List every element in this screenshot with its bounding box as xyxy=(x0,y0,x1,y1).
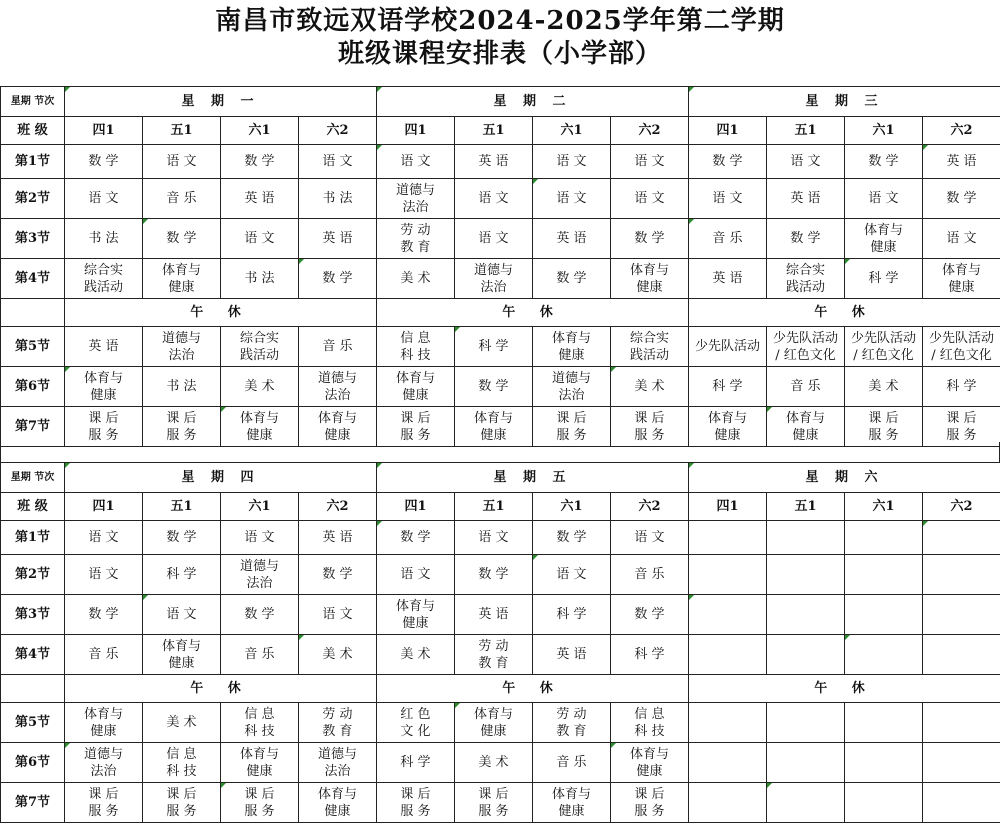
cell-marker-icon xyxy=(299,635,304,640)
subject-cell: 语 文 xyxy=(65,521,143,555)
subject-cell: 体育与 健康 xyxy=(767,407,845,447)
title-line-1: 南昌市致远双语学校2024-2025学年第二学期 xyxy=(215,6,785,36)
subject-cell: 科 学 xyxy=(455,327,533,367)
class-header: 六1 xyxy=(845,493,923,521)
subject-cell xyxy=(689,555,767,595)
subject-cell: 综合实 践活动 xyxy=(611,327,689,367)
subject-cell xyxy=(923,635,1000,675)
subject-cell: 语 文 xyxy=(455,219,533,259)
subject-cell: 综合实 践活动 xyxy=(221,327,299,367)
subject-cell: 数 学 xyxy=(65,595,143,635)
subject-cell xyxy=(689,595,767,635)
subject-cell xyxy=(923,521,1000,555)
subject-cell: 语 文 xyxy=(845,179,923,219)
subject-cell: 书 法 xyxy=(299,179,377,219)
subject-cell: 语 文 xyxy=(689,179,767,219)
subject-cell xyxy=(767,743,845,783)
subject-cell: 课 后 服 务 xyxy=(377,407,455,447)
subject-cell: 少先队活动 / 红色文化 xyxy=(767,327,845,367)
corner-cell: 星期 节次 xyxy=(1,87,65,117)
title-line-2: 班级课程安排表（小学部） xyxy=(337,39,662,69)
subject-cell: 信 息 科 技 xyxy=(611,703,689,743)
subject-cell xyxy=(845,743,923,783)
break-blank xyxy=(1,675,65,703)
subject-cell: 英 语 xyxy=(533,219,611,259)
subject-cell xyxy=(767,635,845,675)
subject-cell xyxy=(689,635,767,675)
class-header: 六1 xyxy=(221,493,299,521)
subject-cell: 英 语 xyxy=(299,219,377,259)
subject-cell: 体育与 健康 xyxy=(533,783,611,823)
subject-cell: 课 后 服 务 xyxy=(455,783,533,823)
subject-cell: 道德与 法治 xyxy=(143,327,221,367)
subject-cell: 语 文 xyxy=(299,145,377,179)
subject-cell: 道德与 法治 xyxy=(299,367,377,407)
class-header: 五1 xyxy=(767,117,845,145)
class-header: 六1 xyxy=(845,117,923,145)
subject-cell: 信 息 科 技 xyxy=(221,703,299,743)
subject-cell: 英 语 xyxy=(767,179,845,219)
subject-cell: 语 文 xyxy=(455,179,533,219)
cell-marker-icon xyxy=(845,635,850,640)
cell-marker-icon xyxy=(923,145,928,150)
subject-cell: 语 文 xyxy=(377,145,455,179)
cell-marker-icon xyxy=(455,703,460,708)
subject-cell: 音 乐 xyxy=(689,219,767,259)
subject-cell: 课 后 服 务 xyxy=(611,407,689,447)
subject-cell: 数 学 xyxy=(923,179,1000,219)
subject-cell: 体育与 健康 xyxy=(689,407,767,447)
subject-cell: 数 学 xyxy=(143,219,221,259)
period-label: 第6节 xyxy=(1,367,65,407)
day-header: 星 期 二 xyxy=(377,87,689,117)
subject-cell: 英 语 xyxy=(299,521,377,555)
subject-cell: 体育与 健康 xyxy=(533,327,611,367)
subject-cell: 数 学 xyxy=(221,595,299,635)
class-header: 五1 xyxy=(455,117,533,145)
corner-cell: 星期 节次 xyxy=(1,463,65,493)
day-header: 星 期 一 xyxy=(65,87,377,117)
subject-cell: 数 学 xyxy=(611,219,689,259)
subject-cell: 语 文 xyxy=(533,555,611,595)
subject-cell xyxy=(923,555,1000,595)
subject-cell: 英 语 xyxy=(923,145,1000,179)
class-header: 六1 xyxy=(221,117,299,145)
subject-cell: 体育与 健康 xyxy=(455,703,533,743)
subject-cell: 音 乐 xyxy=(611,555,689,595)
subject-cell: 书 法 xyxy=(221,259,299,299)
cell-marker-icon xyxy=(221,407,226,412)
subject-cell: 语 文 xyxy=(611,521,689,555)
subject-cell: 科 学 xyxy=(923,367,1000,407)
class-header: 四1 xyxy=(377,117,455,145)
subject-cell: 道德与 法治 xyxy=(299,743,377,783)
subject-cell xyxy=(767,595,845,635)
subject-cell: 语 文 xyxy=(767,145,845,179)
cell-marker-icon xyxy=(65,463,70,468)
lunch-break: 午 休 xyxy=(377,675,689,703)
lunch-break: 午 休 xyxy=(377,299,689,327)
subject-cell: 科 学 xyxy=(611,635,689,675)
subject-cell: 语 文 xyxy=(923,219,1000,259)
lunch-break: 午 休 xyxy=(689,299,1000,327)
subject-cell: 信 息 科 技 xyxy=(377,327,455,367)
subject-cell xyxy=(845,783,923,823)
period-label: 第6节 xyxy=(1,743,65,783)
class-header: 六2 xyxy=(299,493,377,521)
subject-cell: 劳 动 教 育 xyxy=(455,635,533,675)
period-label: 第7节 xyxy=(1,407,65,447)
subject-cell: 书 法 xyxy=(65,219,143,259)
subject-cell: 语 文 xyxy=(533,145,611,179)
subject-cell xyxy=(845,521,923,555)
day-header: 星 期 四 xyxy=(65,463,377,493)
subject-cell xyxy=(845,635,923,675)
cell-marker-icon xyxy=(377,145,382,150)
subject-cell: 道德与 法治 xyxy=(377,179,455,219)
subject-cell: 体育与 健康 xyxy=(455,407,533,447)
lunch-break: 午 休 xyxy=(689,675,1000,703)
class-header: 五1 xyxy=(143,493,221,521)
timetable-mon-wed xyxy=(0,86,1000,447)
subject-cell: 少先队活动 / 红色文化 xyxy=(923,327,1000,367)
period-label: 第3节 xyxy=(1,219,65,259)
class-header: 四1 xyxy=(689,117,767,145)
subject-cell: 劳 动 教 育 xyxy=(533,703,611,743)
subject-cell: 语 文 xyxy=(65,555,143,595)
subject-cell: 音 乐 xyxy=(65,635,143,675)
subject-cell: 课 后 服 务 xyxy=(377,783,455,823)
period-label: 第2节 xyxy=(1,555,65,595)
subject-cell: 语 文 xyxy=(299,595,377,635)
subject-cell: 英 语 xyxy=(221,179,299,219)
subject-cell: 语 文 xyxy=(65,179,143,219)
subject-cell: 数 学 xyxy=(143,521,221,555)
subject-cell: 语 文 xyxy=(377,555,455,595)
subject-cell: 课 后 服 务 xyxy=(845,407,923,447)
subject-cell: 数 学 xyxy=(533,521,611,555)
class-header: 六2 xyxy=(923,117,1000,145)
subject-cell: 科 学 xyxy=(845,259,923,299)
subject-cell: 数 学 xyxy=(533,259,611,299)
period-label: 第5节 xyxy=(1,327,65,367)
subject-cell: 英 语 xyxy=(533,635,611,675)
class-label: 班 级 xyxy=(1,117,65,145)
subject-cell: 音 乐 xyxy=(767,367,845,407)
subject-cell xyxy=(923,703,1000,743)
class-header: 六1 xyxy=(533,117,611,145)
subject-cell: 音 乐 xyxy=(533,743,611,783)
subject-cell xyxy=(689,743,767,783)
subject-cell: 信 息 科 技 xyxy=(143,743,221,783)
day-header: 星 期 五 xyxy=(377,463,689,493)
subject-cell: 体育与 健康 xyxy=(221,743,299,783)
subject-cell xyxy=(689,521,767,555)
subject-cell: 语 文 xyxy=(143,145,221,179)
subject-cell xyxy=(689,703,767,743)
cell-marker-icon xyxy=(65,87,70,92)
cell-marker-icon xyxy=(221,783,226,788)
subject-cell: 体育与 健康 xyxy=(377,595,455,635)
subject-cell: 体育与 健康 xyxy=(845,219,923,259)
subject-cell xyxy=(845,555,923,595)
subject-cell: 语 文 xyxy=(611,179,689,219)
subject-cell: 美 术 xyxy=(221,367,299,407)
period-label: 第2节 xyxy=(1,179,65,219)
subject-cell: 课 后 服 务 xyxy=(65,783,143,823)
subject-cell xyxy=(767,703,845,743)
subject-cell: 数 学 xyxy=(455,555,533,595)
subject-cell xyxy=(767,521,845,555)
subject-cell: 数 学 xyxy=(377,521,455,555)
subject-cell: 美 术 xyxy=(143,703,221,743)
break-blank xyxy=(1,299,65,327)
subject-cell: 英 语 xyxy=(455,595,533,635)
subject-cell: 综合实 践活动 xyxy=(65,259,143,299)
subject-cell: 体育与 健康 xyxy=(221,407,299,447)
period-label: 第4节 xyxy=(1,635,65,675)
subject-cell: 体育与 健康 xyxy=(65,703,143,743)
subject-cell: 体育与 健康 xyxy=(143,259,221,299)
subject-cell: 红 色 文 化 xyxy=(377,703,455,743)
cell-marker-icon xyxy=(845,259,850,264)
cell-marker-icon xyxy=(767,407,772,412)
subject-cell: 数 学 xyxy=(845,145,923,179)
subject-cell: 科 学 xyxy=(143,555,221,595)
cell-marker-icon xyxy=(299,259,304,264)
subject-cell: 英 语 xyxy=(689,259,767,299)
subject-cell xyxy=(923,783,1000,823)
subject-cell: 体育与 健康 xyxy=(299,783,377,823)
class-header: 六2 xyxy=(611,493,689,521)
subject-cell: 语 文 xyxy=(533,179,611,219)
cell-marker-icon xyxy=(65,743,70,748)
subject-cell: 音 乐 xyxy=(221,635,299,675)
cell-marker-icon xyxy=(377,87,382,92)
subject-cell: 劳 动 教 育 xyxy=(377,219,455,259)
subject-cell: 体育与 健康 xyxy=(143,635,221,675)
cell-marker-icon xyxy=(377,463,382,468)
subject-cell: 道德与 法治 xyxy=(455,259,533,299)
subject-cell: 语 文 xyxy=(221,219,299,259)
subject-cell xyxy=(845,703,923,743)
subject-cell: 语 文 xyxy=(611,145,689,179)
subject-cell: 语 文 xyxy=(221,521,299,555)
subject-cell: 课 后 服 务 xyxy=(143,783,221,823)
section-gap xyxy=(0,442,1000,462)
subject-cell xyxy=(767,783,845,823)
class-header: 五1 xyxy=(143,117,221,145)
cell-marker-icon xyxy=(611,367,616,372)
cell-marker-icon xyxy=(767,783,772,788)
subject-cell: 课 后 服 务 xyxy=(65,407,143,447)
period-label: 第1节 xyxy=(1,145,65,179)
day-header: 星 期 六 xyxy=(689,463,1000,493)
subject-cell: 数 学 xyxy=(221,145,299,179)
subject-cell: 英 语 xyxy=(65,327,143,367)
subject-cell: 美 术 xyxy=(845,367,923,407)
subject-cell: 体育与 健康 xyxy=(611,259,689,299)
class-header: 六2 xyxy=(611,117,689,145)
subject-cell: 美 术 xyxy=(299,635,377,675)
subject-cell: 课 后 服 务 xyxy=(533,407,611,447)
subject-cell: 数 学 xyxy=(611,595,689,635)
subject-cell: 体育与 健康 xyxy=(299,407,377,447)
cell-marker-icon xyxy=(377,521,382,526)
class-header: 五1 xyxy=(455,493,533,521)
class-header: 四1 xyxy=(689,493,767,521)
subject-cell: 道德与 法治 xyxy=(65,743,143,783)
subject-cell: 道德与 法治 xyxy=(533,367,611,407)
cell-marker-icon xyxy=(65,367,70,372)
subject-cell: 少先队活动 / 红色文化 xyxy=(845,327,923,367)
day-header: 星 期 三 xyxy=(689,87,1000,117)
subject-cell: 劳 动 教 育 xyxy=(299,703,377,743)
subject-cell: 课 后 服 务 xyxy=(143,407,221,447)
subject-cell: 课 后 服 务 xyxy=(611,783,689,823)
subject-cell xyxy=(689,783,767,823)
subject-cell: 书 法 xyxy=(143,367,221,407)
period-label: 第4节 xyxy=(1,259,65,299)
period-label: 第1节 xyxy=(1,521,65,555)
subject-cell xyxy=(767,555,845,595)
subject-cell xyxy=(845,595,923,635)
subject-cell: 体育与 健康 xyxy=(377,367,455,407)
cell-marker-icon xyxy=(689,87,694,92)
cell-marker-icon xyxy=(689,219,694,224)
period-label: 第7节 xyxy=(1,783,65,823)
cell-marker-icon xyxy=(143,219,148,224)
subject-cell: 科 学 xyxy=(377,743,455,783)
subject-cell: 体育与 健康 xyxy=(923,259,1000,299)
subject-cell: 音 乐 xyxy=(299,327,377,367)
subject-cell: 体育与 健康 xyxy=(65,367,143,407)
subject-cell xyxy=(923,743,1000,783)
subject-cell: 美 术 xyxy=(455,743,533,783)
class-header: 六2 xyxy=(923,493,1000,521)
subject-cell: 数 学 xyxy=(767,219,845,259)
cell-marker-icon xyxy=(455,327,460,332)
subject-cell: 课 后 服 务 xyxy=(923,407,1000,447)
subject-cell: 数 学 xyxy=(689,145,767,179)
timetable-thu-sat xyxy=(0,462,1000,823)
cell-marker-icon xyxy=(533,179,538,184)
period-label: 第5节 xyxy=(1,703,65,743)
period-label: 第3节 xyxy=(1,595,65,635)
subject-cell: 音 乐 xyxy=(143,179,221,219)
subject-cell: 少先队活动 xyxy=(689,327,767,367)
class-header: 六1 xyxy=(533,493,611,521)
subject-cell: 数 学 xyxy=(65,145,143,179)
class-header: 六2 xyxy=(299,117,377,145)
subject-cell: 美 术 xyxy=(377,259,455,299)
subject-cell: 数 学 xyxy=(299,555,377,595)
subject-cell: 语 文 xyxy=(143,595,221,635)
cell-marker-icon xyxy=(923,521,928,526)
subject-cell: 科 学 xyxy=(533,595,611,635)
subject-cell: 道德与 法治 xyxy=(221,555,299,595)
subject-cell: 科 学 xyxy=(689,367,767,407)
cell-marker-icon xyxy=(689,595,694,600)
subject-cell xyxy=(923,595,1000,635)
lunch-break: 午 休 xyxy=(65,299,377,327)
class-header: 四1 xyxy=(65,493,143,521)
subject-cell: 美 术 xyxy=(611,367,689,407)
cell-marker-icon xyxy=(533,555,538,560)
subject-cell: 数 学 xyxy=(299,259,377,299)
subject-cell: 数 学 xyxy=(455,367,533,407)
class-header: 四1 xyxy=(377,493,455,521)
lunch-break: 午 休 xyxy=(65,675,377,703)
class-header: 五1 xyxy=(767,493,845,521)
cell-marker-icon xyxy=(689,463,694,468)
subject-cell: 美 术 xyxy=(377,635,455,675)
class-header: 四1 xyxy=(65,117,143,145)
subject-cell: 体育与 健康 xyxy=(611,743,689,783)
cell-marker-icon xyxy=(143,595,148,600)
subject-cell: 英 语 xyxy=(455,145,533,179)
subject-cell: 语 文 xyxy=(455,521,533,555)
subject-cell: 课 后 服 务 xyxy=(221,783,299,823)
subject-cell: 综合实 践活动 xyxy=(767,259,845,299)
class-label: 班 级 xyxy=(1,493,65,521)
cell-marker-icon xyxy=(611,743,616,748)
